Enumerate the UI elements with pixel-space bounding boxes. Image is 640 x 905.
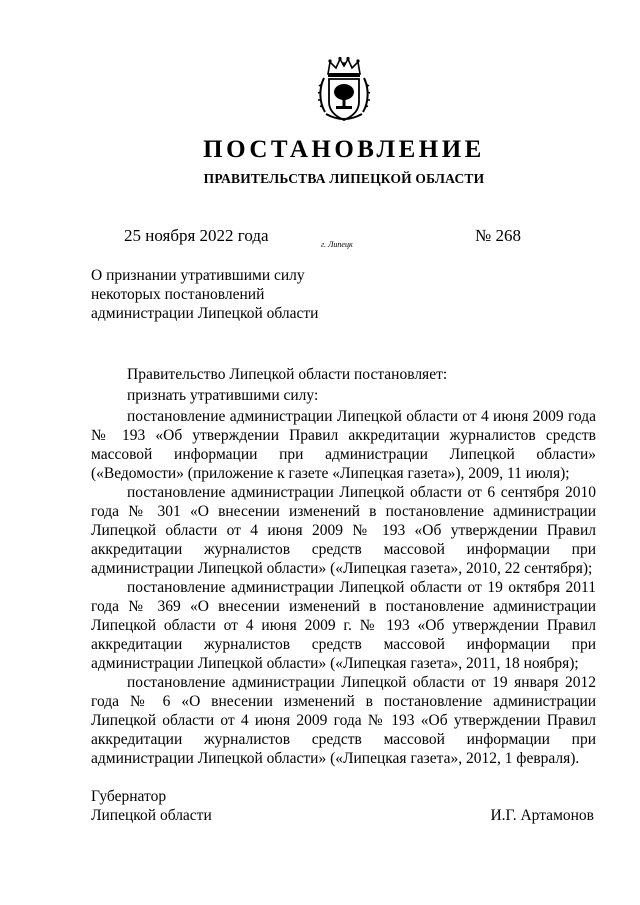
document-title: ПОСТАНОВЛЕНИЕ xyxy=(203,136,485,163)
body-paragraph: постановление администрации Липецкой области от 6 сентября 2010 года № 301 «О внесении изменений в постановление администрации Липецкой области от 4 июня 2009 № 193 «Об утверждении Правил аккредитации журналистов средств массовой информации при администрации Липецкой области» («Липецкая газета», 2010, 22 сентября); xyxy=(91,484,596,577)
position-line: Липецкой области xyxy=(91,807,212,824)
subject-line: администрации Липецкой области xyxy=(91,305,319,322)
document-body xyxy=(91,365,596,768)
signatory-position xyxy=(91,787,212,825)
coat-of-arms-icon xyxy=(316,56,372,124)
document-subject xyxy=(91,266,411,323)
subject-line: О признании утратившими силу xyxy=(91,267,305,284)
body-paragraph: постановление администрации Липецкой области от 19 января 2012 года № 6 «О внесении изменений в постановление администрации Липецкой области от 4 июня 2009 года № 193 «Об утверждении Правил аккредитации журналистов средств массовой информации при администрации Липецкой области» («Липецкая газета», 2012, 1 февраля). xyxy=(91,674,596,767)
document-date: 25 ноября 2022 года xyxy=(124,226,269,245)
subject-line: некоторых постановлений xyxy=(91,286,265,303)
signatory-name: И.Г. Артамонов xyxy=(490,807,594,824)
position-line: Губернатор xyxy=(91,788,167,805)
body-paragraph: постановление администрации Липецкой области от 4 июня 2009 года № 193 «Об утверждении Правил аккредитации журналистов средств массовой информации при администрации Липецкой области» («Ведомости» (приложение к газете «Липецкая газета»), 2009, 11 июля); xyxy=(91,408,596,482)
body-paragraph: постановление администрации Липецкой области от 19 октября 2011 года № 369 «О внесении изменений в постановление администрации Липецкой области от 4 июня 2009 г. № 193 «Об утверждении Правил аккредитации журналистов средств массовой информации при администрации Липецкой области» («Липецкая газета», 2011, 18 ноября); xyxy=(91,579,596,672)
body-paragraph: Правительство Липецкой области постановляет: xyxy=(127,366,448,383)
body-paragraph: признать утратившими силу: xyxy=(127,387,319,404)
issuing-authority: ПРАВИТЕЛЬСТВА ЛИПЕЦКОЙ ОБЛАСТИ xyxy=(203,171,485,186)
document-city: г. Липецк xyxy=(321,240,353,249)
document-number: № 268 xyxy=(475,226,521,245)
